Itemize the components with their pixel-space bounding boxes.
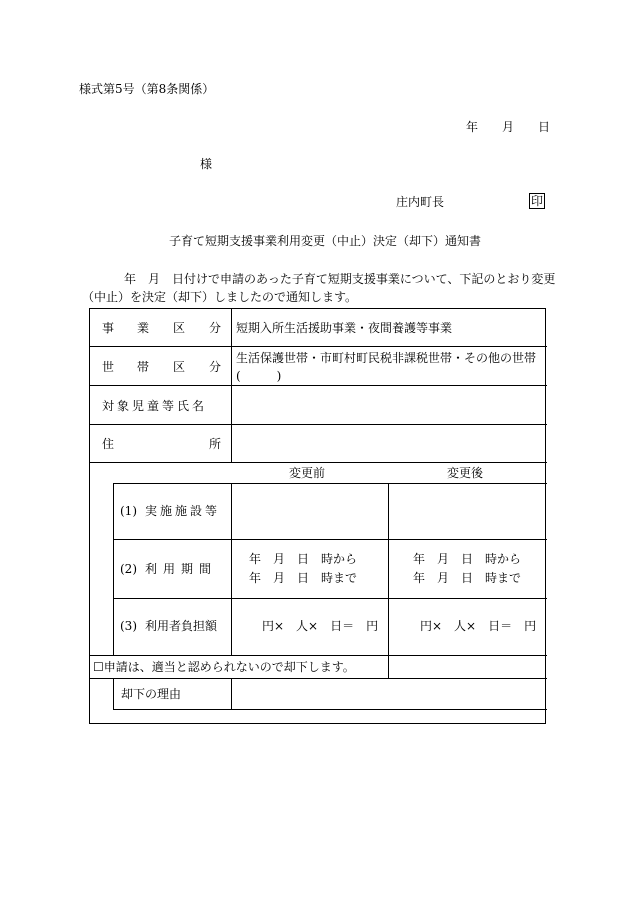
form-number: 様式第5号（第8条関係） (79, 82, 215, 96)
label-char: 世 (102, 360, 115, 374)
household-type-value: 生活保護世帯・市町村町民税非課税世帯・その他の世帯 (236, 351, 537, 365)
fee-after: 円× 人× 日＝ 円 (420, 619, 537, 633)
period-from-after: 年 月 日 時から (413, 552, 522, 566)
household-other-paren: ( ) (236, 369, 282, 383)
period-to-before: 年 月 日 時まで (249, 571, 358, 585)
period-to-after: 年 月 日 時まで (413, 571, 522, 585)
issuer-name: 庄内町長 (396, 195, 445, 209)
rejection-reason-field[interactable] (240, 681, 540, 705)
address-label-char: 所 (209, 437, 222, 451)
target-child-name-label: 対象児童等氏名 (102, 399, 208, 413)
label-char: 分 (209, 360, 222, 374)
item3-label: 利用者負担額 (145, 619, 218, 633)
period-from-before: 年 月 日 時から (249, 552, 358, 566)
item1-number: (1) (120, 504, 137, 518)
item3-number: (3) (120, 619, 137, 633)
label-char: 事 (102, 321, 115, 335)
item1-label: 実施施設等 (145, 504, 221, 518)
rejection-reason-label: 却下の理由 (121, 687, 182, 701)
rejection-checkbox-text[interactable]: ☐申請は、適当と認められないので却下します。 (93, 660, 355, 674)
label-char: 帯 (137, 360, 150, 374)
label-char: 区 (173, 321, 186, 335)
item2-label: 利用期間 (145, 562, 218, 576)
item2-number: (2) (120, 562, 137, 576)
label-char: 業 (137, 321, 150, 335)
business-type-value: 短期入所生活援助事業・夜間養護等事業 (236, 321, 453, 335)
column-before: 変更前 (289, 466, 326, 480)
address-field[interactable] (240, 431, 540, 455)
addressee-suffix: 様 (200, 157, 213, 171)
notice-table (89, 308, 546, 724)
seal-stamp: 印 (531, 194, 544, 208)
fee-before: 円× 人× 日＝ 円 (262, 619, 379, 633)
body-text-line2: （中止）を決定（却下）しましたので通知します。 (82, 290, 358, 304)
label-char: 分 (209, 321, 222, 335)
label-char: 区 (173, 360, 186, 374)
address-label-char: 住 (102, 437, 115, 451)
date-line: 年 月 日 (466, 120, 551, 134)
document-title: 子育て短期支援事業利用変更（中止）決定（却下）通知書 (169, 234, 482, 248)
column-after: 変更後 (447, 466, 484, 480)
target-child-name-field[interactable] (240, 393, 540, 417)
body-text-line1: 年 月 日付けで申請のあった子育て短期支援事業について、下記のとおり変更 (124, 272, 556, 286)
